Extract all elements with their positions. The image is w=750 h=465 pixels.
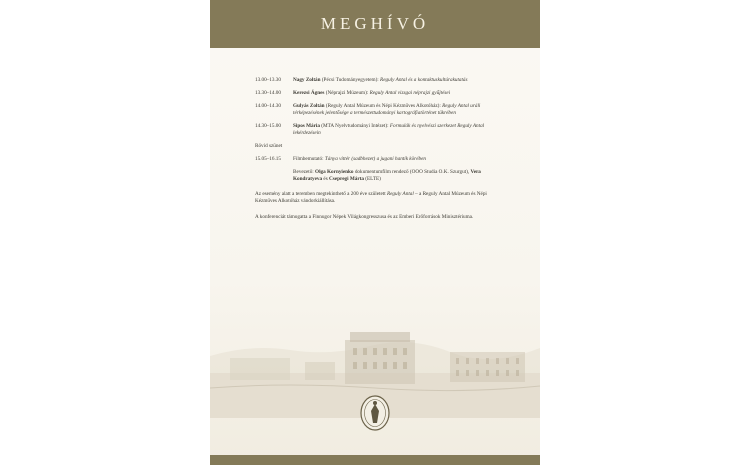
program-description xyxy=(293,90,500,97)
exhibition-note xyxy=(255,191,500,205)
speaker-affiliation: (Reguly Antal Múzeum és Népi Kézműves Alkotóház): xyxy=(324,103,443,109)
program-item xyxy=(255,123,500,137)
film-time: 15.05–16.15 xyxy=(255,156,281,162)
program-time: 14.30–15.00 xyxy=(255,123,281,129)
presenter-name: Csepregi Márta xyxy=(329,176,364,182)
talk-title: Formulák és nyelvészi szerkezet Reguly Antal lekérdezésein xyxy=(293,123,485,136)
program-item xyxy=(255,90,500,97)
program-time: 13.30–14.00 xyxy=(255,90,281,96)
footer-band xyxy=(210,455,540,465)
program-item xyxy=(255,103,500,117)
speaker-affiliation: (Pécsi Tudományegyetem): xyxy=(320,77,381,83)
talk-title: Reguly Antal uráli térképezésének jelentősége a természettudományi kartográfiatörténet tükrében xyxy=(293,103,481,116)
program-description xyxy=(293,103,500,117)
presenter-name: Vera Kondratyeva xyxy=(293,169,481,182)
film-title: Tánya vittér (sadbhezet) a jugani hantik körében xyxy=(324,156,426,162)
header-band xyxy=(210,0,540,48)
program-content xyxy=(255,77,500,230)
speaker-name: Sipos Mária xyxy=(293,123,320,129)
program-description xyxy=(293,123,500,137)
intro-text: és xyxy=(322,176,330,182)
talk-title: Reguly Antal vizsgai néprajzi gyűjtései xyxy=(369,90,451,96)
speaker-name: Kerezsi Ágnes xyxy=(293,90,325,96)
intro-text: Bevezető: xyxy=(293,169,316,175)
page-title: MEGHÍVÓ xyxy=(320,14,430,33)
exhibition-text: Az esemény alatt a teremben megtekinthető a 200 éve született xyxy=(255,191,387,197)
speaker-name: Gulyás Zoltán xyxy=(293,103,325,109)
film-label: Filmbemutató: xyxy=(293,156,325,162)
film-item xyxy=(255,156,500,163)
program-item xyxy=(255,77,500,84)
seal-emblem xyxy=(358,393,392,433)
film-description xyxy=(293,156,500,163)
speaker-affiliation: (Néprajzi Múzeum): xyxy=(324,90,370,96)
program-time: 14.00–14.30 xyxy=(255,103,281,109)
intro-text: dokumentumfilm rendező (OOO Studia O.K. Szurgut), xyxy=(353,169,471,175)
program-description xyxy=(293,77,500,84)
speaker-affiliation: (MTA Nyelvtudományi Intézet): xyxy=(319,123,390,129)
support-note: A konferenciát támogatta a Finnugor Népek Világkongresszusa és az Emberi Erőforrások Minisztériuma. xyxy=(255,214,474,220)
invitation-page xyxy=(210,0,540,465)
speaker-name: Nagy Zoltán xyxy=(293,77,321,83)
presenter-name: Olga Kornyienko xyxy=(315,169,354,175)
exhibition-text: – a Reguly Antal Múzeum és Népi Kézműves Alkotóház vándorkiállítása. xyxy=(255,191,487,204)
talk-title: Reguly Antal és a kontaktuskultúrakutatás xyxy=(380,77,468,83)
film-introduction xyxy=(255,169,500,183)
break-note: Rövid szünet xyxy=(255,143,283,149)
exhibition-title: Reguly Antal xyxy=(386,191,414,197)
program-time: 13.00–13.30 xyxy=(255,77,281,83)
intro-text: (ELTE) xyxy=(363,176,381,182)
